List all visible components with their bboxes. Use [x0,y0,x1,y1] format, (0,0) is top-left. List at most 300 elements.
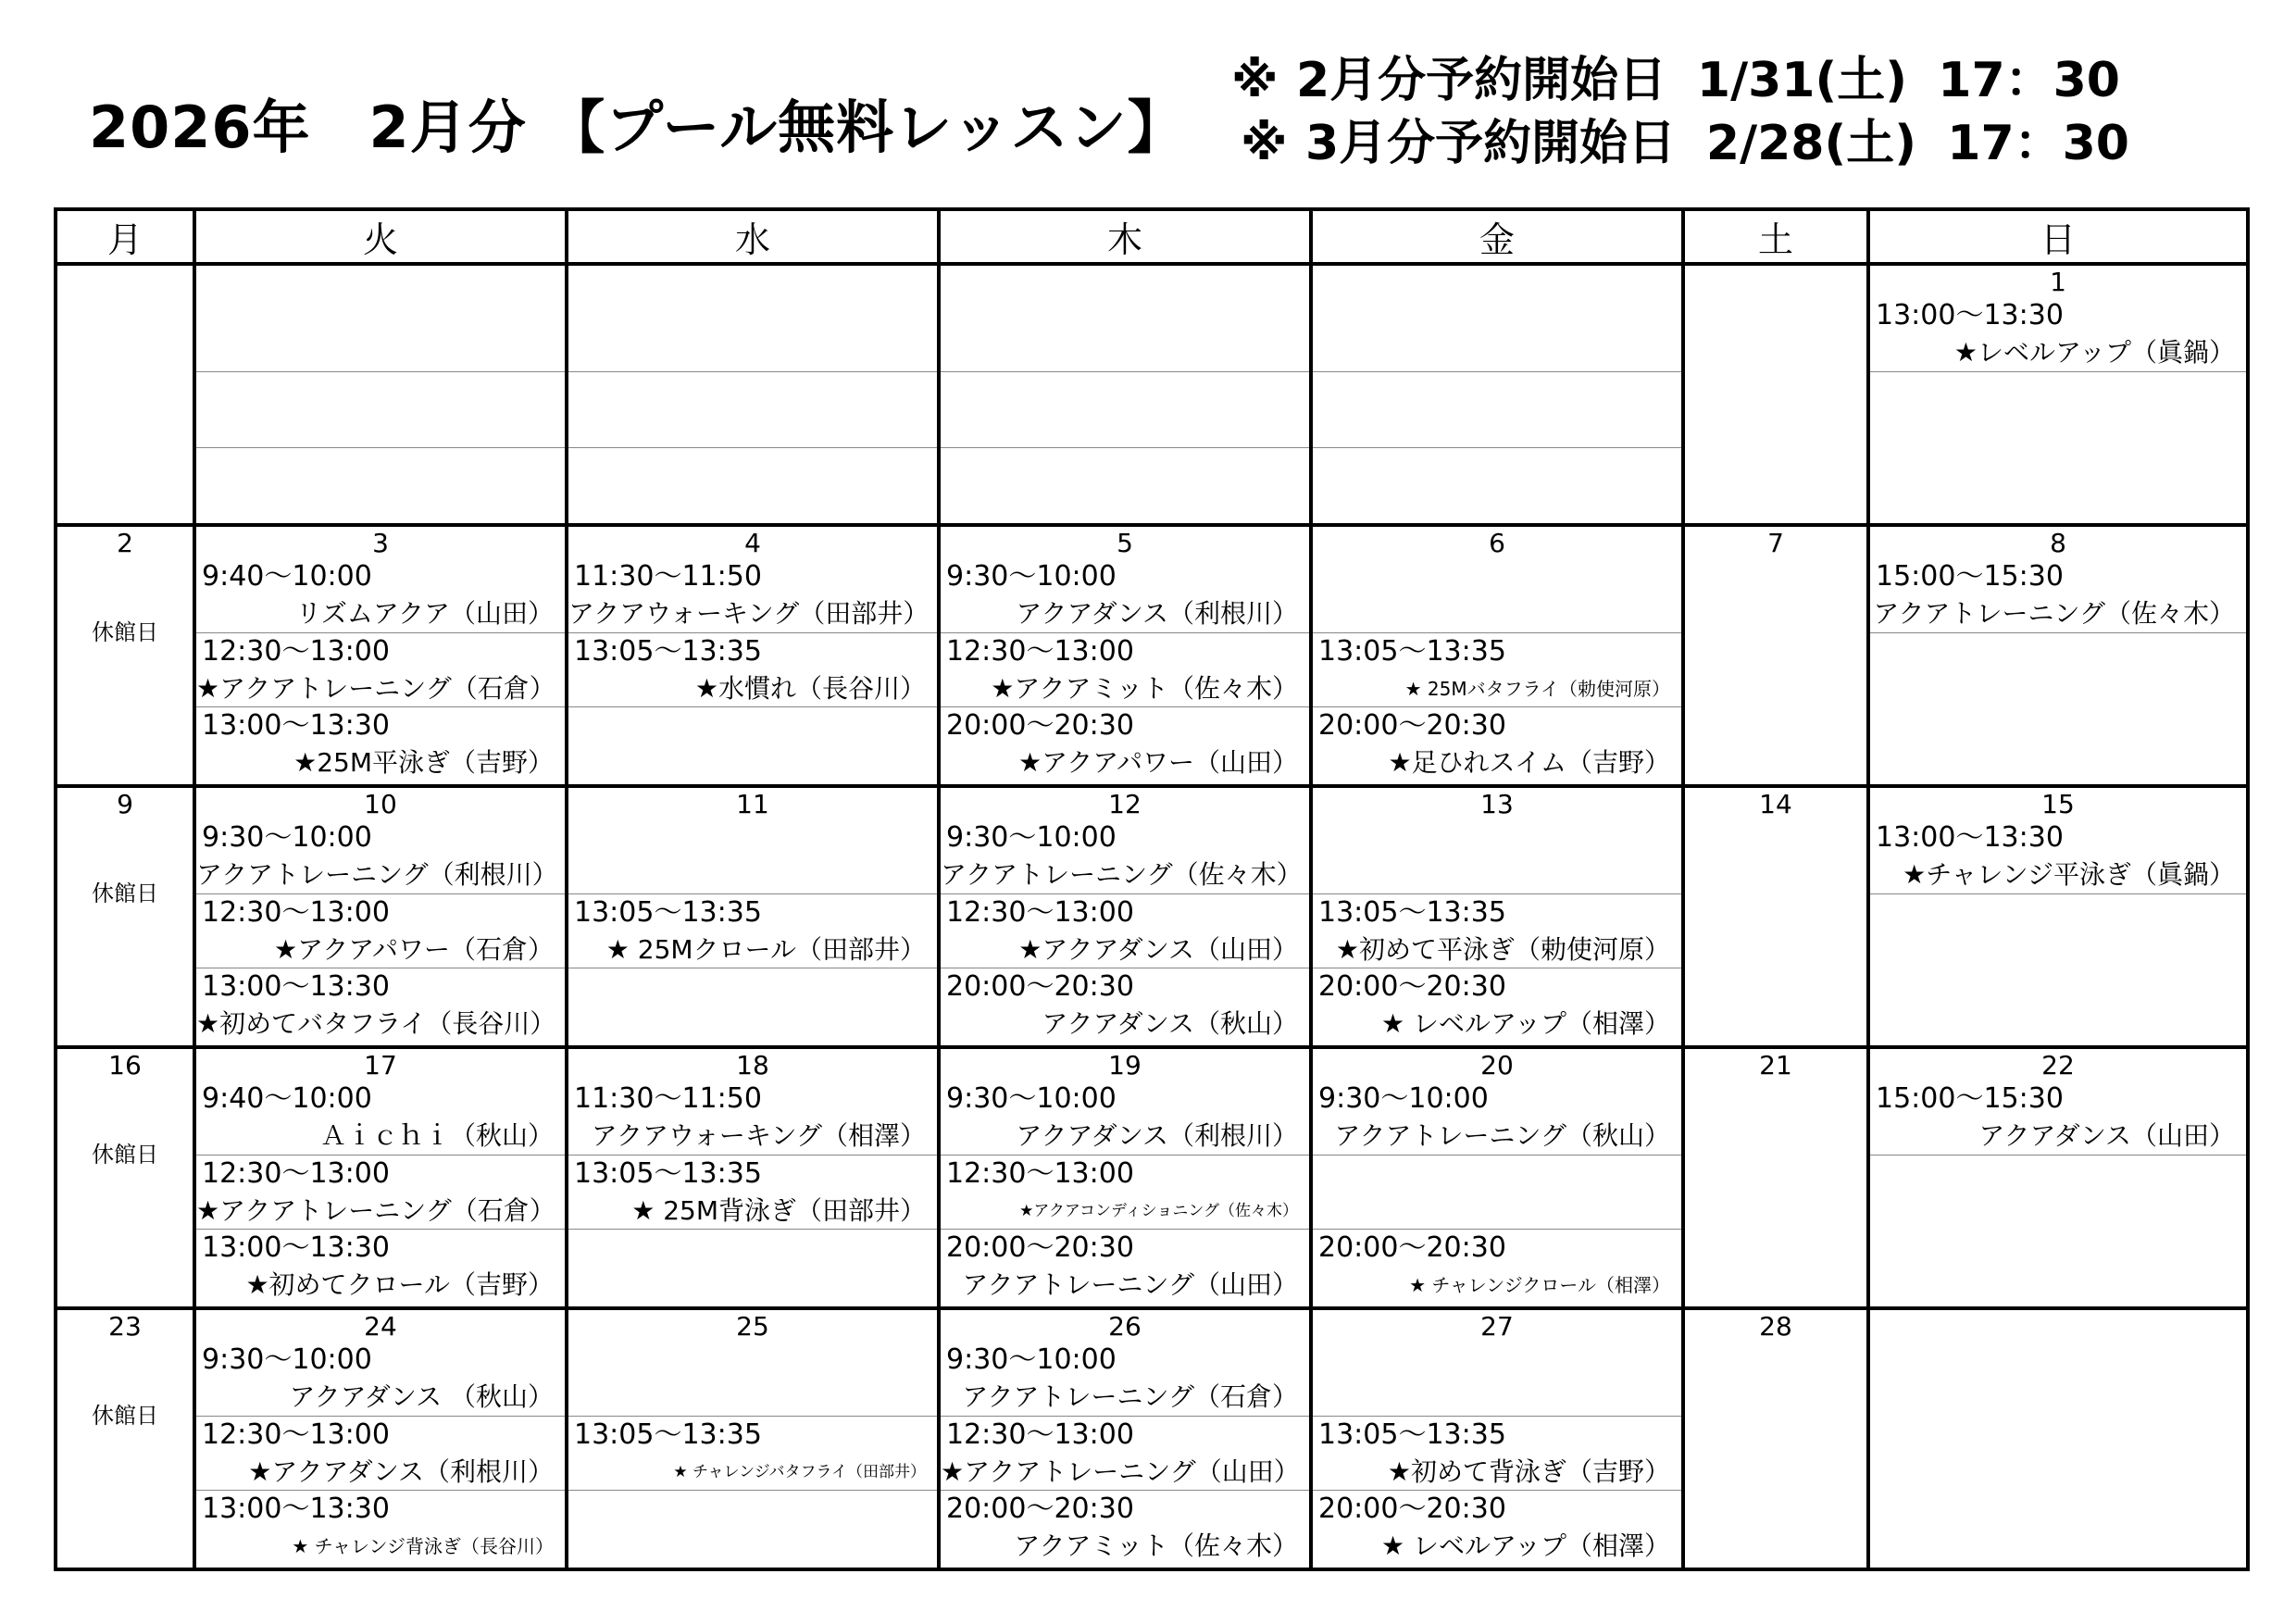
lesson-time: 20:00～20:30 [946,1231,1134,1264]
day-number: 15 [2041,789,2075,819]
lesson-slot [568,371,937,447]
lesson-name: ★アクアコンディショニング（佐々木） [1019,1202,1298,1220]
lesson-time: 13:05～13:35 [574,1157,762,1190]
day-cell-mon [56,1308,194,1569]
day-number: 20 [1480,1050,1514,1081]
lesson-time: 12:30～13:00 [946,1157,1134,1190]
lesson-slot [1313,558,1681,632]
notice-row [1241,104,2129,173]
lesson-slot [941,819,1309,893]
lesson-time: 13:05～13:35 [574,1418,762,1451]
day-number: 21 [1759,1050,1792,1081]
day-number: 19 [1108,1050,1142,1081]
day-cell-sun [1868,525,2248,786]
day-cell-sun [1868,786,2248,1047]
lesson-time [568,1342,937,1379]
lesson-time [941,266,1309,303]
lesson-time: 9:40～10:00 [202,560,372,593]
lesson-time: 9:30～10:00 [946,821,1117,854]
lesson-slot [941,447,1309,523]
lesson-slot [1313,632,1681,706]
lesson-time: 11:30～11:50 [574,1082,762,1115]
lesson-slot [196,893,565,968]
lesson-name [1870,1193,2246,1230]
lesson-name: ★ 25Mクロール（田部井） [605,934,926,965]
day-number: 18 [736,1050,769,1081]
lesson-slot [941,1416,1309,1490]
lesson-time: 20:00～20:30 [946,709,1134,742]
lesson-name [1313,856,1681,893]
lesson-name: アクアダンス （秋山） [289,1381,554,1412]
day-cell-wed [567,1308,939,1569]
lesson-time [568,372,937,409]
lesson-time [1313,266,1681,303]
lesson-name: アクアウォーキング（田部井） [568,598,930,629]
lesson-time: 20:00～20:30 [1318,970,1506,1003]
lesson-time [1870,372,2246,409]
lesson-slot [1870,1081,2246,1155]
day-number: 23 [108,1311,142,1342]
lesson-slot [196,1490,565,1564]
lesson-time: 12:30～13:00 [946,896,1134,929]
lesson-slot [196,371,565,447]
lesson-name [196,409,565,446]
day-cell-wed [567,786,939,1047]
day-cell-thu [939,1308,1311,1569]
lesson-time: 13:05～13:35 [574,635,762,668]
lesson-name [941,485,1309,522]
lesson-time [568,968,937,1006]
week-row [56,786,2248,1047]
lesson-time: 15:00～15:30 [1876,560,2064,593]
day-cell-sat [1683,525,1868,786]
lesson-slot [1870,558,2246,632]
day-cell-wed [567,525,939,786]
lesson-name [568,1379,937,1416]
lesson-time [568,819,937,856]
lesson-name [941,303,1309,340]
lesson-slot [196,558,565,632]
notice-label: 2月分予約開始日 [1296,53,1667,108]
lesson-name [568,1006,937,1043]
lesson-slot [1313,1342,1681,1416]
lesson-time [1313,1342,1681,1379]
lesson-name: アクアダンス（秋山） [1042,1008,1298,1039]
lesson-name: ★アクアトレーニング（石倉） [196,1195,555,1226]
lesson-name [568,856,937,893]
lesson-name: アクアウォーキング（相澤） [591,1120,926,1151]
lesson-name [1870,931,2246,968]
week-row [56,525,2248,786]
lesson-name: ★ 25M背泳ぎ（田部井） [631,1195,926,1226]
lesson-name: ★ チャレンジクロール（相澤） [1409,1274,1670,1296]
lesson-slot [568,1416,937,1490]
lesson-time: 9:30～10:00 [1318,1082,1489,1115]
lesson-name: アクアトレーニング（山田） [962,1269,1298,1300]
notice-mark: ※ [1231,53,1279,108]
day-number: 10 [364,789,397,819]
lesson-slot [568,819,937,893]
lesson-slot [568,706,937,781]
lesson-slot [568,1490,937,1564]
lesson-time: 12:30～13:00 [202,635,390,668]
lesson-slot [568,1155,937,1229]
lesson-time: 12:30～13:00 [202,896,390,929]
day-cell-thu [939,525,1311,786]
lesson-name: ★ レベルアップ（相澤） [1380,1008,1670,1039]
lesson-time: 15:00～15:30 [1876,1082,2064,1115]
lesson-slot [1313,968,1681,1042]
lesson-time: 9:30～10:00 [202,1343,372,1376]
lesson-name: アクアトレーニング（秋山） [1334,1120,1670,1151]
lesson-time: 12:30～13:00 [202,1418,390,1451]
lesson-time [568,1491,937,1528]
lesson-time: 20:00～20:30 [1318,1231,1506,1264]
lesson-slot [941,371,1309,447]
weekday-header: 日 [1868,209,2248,264]
lesson-name: ★アクアパワー（石倉） [273,934,554,965]
lesson-time [1313,372,1681,409]
lesson-name: ★足ひれスイム（吉野） [1388,747,1670,778]
lesson-time: 20:00～20:30 [946,1493,1134,1525]
lesson-slot [1313,1081,1681,1155]
lesson-slot [1313,371,1681,447]
lesson-slot [196,632,565,706]
lesson-time [568,448,937,485]
day-cell-sun [1868,264,2248,525]
day-number: 6 [1489,528,1505,558]
lesson-name: ★初めてバタフライ（長谷川） [196,1008,556,1039]
calendar-table [54,207,2250,1571]
lesson-time [196,266,565,303]
lesson-slot [941,632,1309,706]
lesson-name [1313,303,1681,340]
lesson-time: 13:00～13:30 [1876,299,2064,331]
day-number: 17 [364,1050,397,1081]
notice-label: 3月分予約開始日 [1305,116,1677,171]
lesson-time [1313,1156,1681,1193]
lesson-time [1313,558,1681,595]
day-number: 14 [1759,789,1792,819]
day-cell-sat [1683,786,1868,1047]
day-number: 27 [1480,1311,1514,1342]
lesson-slot [1313,266,1681,371]
lesson-time: 13:05～13:35 [574,896,762,929]
lesson-time [1313,448,1681,485]
week-row [56,1308,2248,1569]
lesson-slot [1313,819,1681,893]
lesson-name: アクアトレーニング（佐々木） [941,859,1303,890]
lesson-time [568,707,937,744]
lesson-slot [568,1229,937,1303]
lesson-slot [196,819,565,893]
day-cell-fri [1311,1308,1683,1569]
lesson-slot [941,1081,1309,1155]
day-cell-tue [194,525,567,786]
lesson-name: ★アクアダンス（利根川） [248,1456,554,1487]
lesson-time: 12:30～13:00 [946,635,1134,668]
lesson-slot [196,447,565,523]
lesson-name: アクアミット（佐々木） [1014,1530,1298,1561]
day-number: 2 [117,528,133,558]
lesson-name [1870,1379,2246,1416]
lesson-time: 20:00～20:30 [946,970,1134,1003]
lesson-name: ★25M平泳ぎ（吉野） [293,747,554,778]
lesson-name: ★初めてクロール（吉野） [245,1269,554,1300]
closed-label: 休館日 [92,881,158,906]
lesson-name: ★アクアパワー（山田） [1017,747,1298,778]
notice-time: 17：30 [1938,53,2120,108]
lesson-slot [1870,893,2246,1045]
lesson-name [196,303,565,340]
lesson-time: 13:00～13:30 [202,1231,390,1264]
day-number: 11 [736,789,769,819]
lesson-name [1313,1379,1681,1416]
lesson-name [568,303,937,340]
day-number: 28 [1759,1311,1792,1342]
lesson-time [196,372,565,409]
lesson-slot [196,706,565,781]
lesson-name: ★初めて平泳ぎ（勅使河原） [1335,934,1670,965]
lesson-name: アクアダンス（山田） [1978,1120,2235,1151]
week-row [56,264,2248,525]
lesson-time: 13:05～13:35 [1318,896,1506,929]
weekday-header: 土 [1683,209,1868,264]
day-cell-tue [194,1308,567,1569]
lesson-slot [1870,1155,2246,1306]
lesson-slot [1313,1416,1681,1490]
lesson-time [1870,1342,2246,1379]
lesson-slot [196,1229,565,1303]
lesson-slot [1870,819,2246,893]
lesson-name [1313,485,1681,522]
lesson-name [1313,409,1681,446]
lesson-slot [568,1081,937,1155]
lesson-time [568,266,937,303]
day-number: 7 [1767,528,1784,558]
lesson-slot [568,558,937,632]
lesson-name [1870,670,2246,707]
lesson-time [1313,819,1681,856]
lesson-slot [196,266,565,371]
lesson-time: 13:05～13:35 [1318,635,1506,668]
lesson-name: ★アクアトレーニング（石倉） [196,673,555,704]
day-number [1870,1310,2246,1342]
day-cell-thu [939,786,1311,1047]
day-number: 26 [1108,1311,1142,1342]
lesson-slot [941,266,1309,371]
lesson-name: ★ レベルアップ（相澤） [1380,1530,1670,1561]
weekday-header: 金 [1311,209,1683,264]
lesson-slot [196,1081,565,1155]
lesson-name: リズムアクア（山田） [295,598,554,629]
lesson-name [196,485,565,522]
lesson-slot [1870,1342,2246,1416]
lesson-time: 13:00～13:30 [202,1493,390,1525]
lesson-time: 9:30～10:00 [946,1082,1117,1115]
day-cell-fri [1311,786,1683,1047]
lesson-name: Ａｉｃｈｉ（秋山） [319,1120,554,1151]
day-cell-sat [1683,1308,1868,1569]
lesson-slot [196,1342,565,1416]
notice-date: 2/28(土) [1705,116,1916,171]
weekday-header: 水 [567,209,939,264]
lesson-time: 13:05～13:35 [1318,1418,1506,1451]
lesson-name [941,409,1309,446]
day-cell-mon [56,786,194,1047]
lesson-slot [941,706,1309,781]
day-cell-wed [567,264,939,525]
lesson-slot [1313,447,1681,523]
lesson-name [568,1267,937,1304]
lesson-time: 20:00～20:30 [1318,709,1506,742]
lesson-slot [196,1155,565,1229]
day-number: 9 [117,789,133,819]
day-number: 3 [372,528,389,558]
lesson-name: ★アクアミット（佐々木） [991,673,1298,704]
lesson-name [1313,595,1681,632]
day-number: 13 [1480,789,1514,819]
closed-label: 休館日 [92,1403,158,1429]
lesson-name: アクアトレーニング（利根川） [196,859,558,890]
page-title: 2026年 2月分 【プール無料レッスン】 [89,94,1186,161]
lesson-time: 9:40～10:00 [202,1082,372,1115]
lesson-name: ★初めて背泳ぎ（吉野） [1387,1456,1670,1487]
notice-date: 1/31(土) [1696,53,1907,108]
day-cell-sun [1868,1047,2248,1308]
lesson-slot [1870,632,2246,784]
day-number: 25 [736,1311,769,1342]
lesson-time [568,1230,937,1267]
lesson-time: 9:30～10:00 [946,1343,1117,1376]
day-number [1685,266,1866,297]
lesson-slot [1313,1155,1681,1229]
day-cell-mon [56,1047,194,1308]
lesson-slot [568,893,937,968]
weekday-header: 火 [194,209,567,264]
day-cell-fri [1311,1047,1683,1308]
lesson-name: ★ チャレンジ背泳ぎ（長谷川） [292,1535,554,1557]
day-cell-sun [1868,1308,2248,1569]
day-number: 12 [1108,789,1142,819]
lesson-slot [1313,1490,1681,1564]
lesson-time: 13:00～13:30 [202,709,390,742]
day-cell-sat [1683,1047,1868,1308]
lesson-name: アクアトレーニング（石倉） [962,1381,1298,1412]
lesson-slot [1870,297,2246,371]
day-cell-mon [56,525,194,786]
day-number: 22 [2041,1050,2075,1081]
lesson-name: ★アクアダンス（山田） [1018,934,1298,965]
closed-label: 休館日 [92,619,158,645]
day-number: 5 [1117,528,1133,558]
lesson-time [1870,633,2246,670]
day-cell-fri [1311,525,1683,786]
lesson-slot [941,1155,1309,1229]
lesson-name: ★アクアトレーニング（山田） [941,1456,1300,1487]
lesson-name [568,1528,937,1565]
lesson-slot [1313,706,1681,781]
day-cell-mon [56,264,194,525]
lesson-time: 13:00～13:30 [202,970,390,1003]
lesson-time: 11:30～11:50 [574,560,762,593]
lesson-name: ★チャレンジ平泳ぎ（眞鍋） [1903,859,2235,890]
lesson-slot [941,1342,1309,1416]
lesson-name: アクアダンス（利根川） [1016,1120,1298,1151]
lesson-time: 9:30～10:00 [202,821,372,854]
day-number: 24 [364,1311,397,1342]
lesson-slot [568,968,937,1042]
lesson-slot [941,968,1309,1042]
lesson-slot [568,632,937,706]
notice-time: 17：30 [1947,116,2129,171]
lesson-name [1313,1193,1681,1230]
lesson-time: 12:30～13:00 [946,1418,1134,1451]
lesson-slot [1313,893,1681,968]
lesson-slot [196,968,565,1042]
lesson-name [568,485,937,522]
lesson-time [1870,894,2246,931]
day-number: 1 [2050,267,2066,297]
notice-mark: ※ [1241,116,1288,171]
lesson-time: 13:00～13:30 [1876,821,2064,854]
lesson-slot [568,266,937,371]
weekday-header-row [56,209,2248,264]
lesson-time [1870,1156,2246,1193]
day-cell-fri [1311,264,1683,525]
lesson-name: アクアダンス（利根川） [1016,598,1298,629]
lesson-slot [941,1490,1309,1564]
lesson-name [568,409,937,446]
lesson-time: 12:30～13:00 [202,1157,390,1190]
day-cell-thu [939,264,1311,525]
lesson-time [941,372,1309,409]
lesson-slot [568,1342,937,1416]
lesson-slot [941,558,1309,632]
weekday-header: 木 [939,209,1311,264]
closed-label: 休館日 [92,1142,158,1168]
day-number: 4 [744,528,761,558]
lesson-slot [196,1416,565,1490]
day-number [57,266,193,297]
lesson-slot [568,447,937,523]
lesson-slot [1870,371,2246,523]
lesson-slot [1313,1229,1681,1303]
lesson-name: ★水慣れ（長谷川） [694,673,926,704]
lesson-name: ★ チャレンジバタフライ（田部井） [673,1463,926,1481]
lesson-time: 9:30～10:00 [946,560,1117,593]
day-number: 8 [2050,528,2066,558]
lesson-name [568,744,937,781]
lesson-time: 20:00～20:30 [1318,1493,1506,1525]
lesson-name [1870,409,2246,446]
day-cell-tue [194,786,567,1047]
day-cell-tue [194,264,567,525]
day-cell-thu [939,1047,1311,1308]
day-cell-tue [194,1047,567,1308]
weekday-header: 月 [56,209,194,264]
lesson-name: ★ 25Mバタフライ（勅使河原） [1404,678,1670,700]
day-cell-sat [1683,264,1868,525]
lesson-time [196,448,565,485]
lesson-name: ★レベルアップ（眞鍋） [1953,337,2235,368]
day-cell-wed [567,1047,939,1308]
lesson-time [941,448,1309,485]
week-row [56,1047,2248,1308]
day-number: 16 [108,1050,142,1081]
lesson-slot [941,1229,1309,1303]
lesson-name: アクアトレーニング（佐々木） [1873,598,2235,629]
